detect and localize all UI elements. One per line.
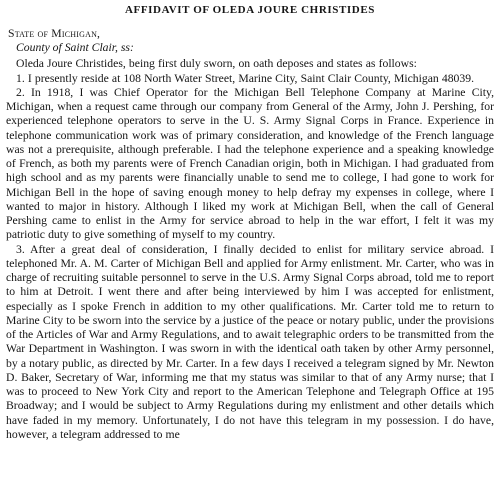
- venue-state: State of Michigan,: [8, 27, 101, 40]
- affidavit-body: [6, 57, 494, 442]
- paragraph-1: 1. I presently reside at 108 North Water Street, Marine City, Saint Clair County, Michigan 48039.: [16, 71, 474, 85]
- intro-paragraph: Oleda Joure Christides, being first duly sworn, on oath deposes and states as follows:: [16, 57, 417, 71]
- paragraph-2: 2. In 1918, I was Chief Operator for the Michigan Bell Telephone Company at Marine City, Michigan, when a request came through our company from General of the Army, John J. Pershing, for experienced telephone operators to serve in the U. S. Army Signal Corps in France. Experience in telephone communication work was of primary consideration, and knowledge of the French language was not a prerequisite, although preferable. I had the telephone experience and a speaking knowledge of French, as both my parents were of French Canadian origin, both in Michigan. I had graduated from high school and as my parents were financially unable to send me to college, I had gone to work for Michigan Bell in the hope of saving enough money to help defray my expenses in college, where I wanted to major in history. Although I liked my work at Michigan Bell, when the call of General Pershing came to enlist in the Army for service abroad to help in the war effort, I felt it was my patriotic duty to give something of myself to my country.: [6, 85, 494, 242]
- document-title: AFFIDAVIT OF OLEDA JOURE CHRISTIDES: [124, 4, 375, 16]
- paragraph-3: 3. After a great deal of consideration, I finally decided to enlist for military service abroad. I telephoned Mr. A. M. Carter of Michigan Bell and applied for Army enlistment. Mr. Carter, who was in charge of recruiting suitable personnel to serve in the U.S. Army Signal Corps abroad, told me to report to him at Detroit. I went there and after being interviewed by him I was accepted for enlistment, especially as I spoke French in addition to my other qualifications. Mr. Carter told me to return to Marine City to be sworn into the service by a justice of the peace or notary public, under the provisions of the Articles of War and Army Regulations, and to await telegraphic orders to be transmitted from the War Department in Washington. I was sworn in with the identical oath taken by other Army personnel, by a notary public, as directed by Mr. Carter. In a few days I received a telegram signed by Mr. Newton D. Baker, Secretary of War, informing me that my status was similar to that of any Army nurse; that I was to proceed to New York City and report to the American Telephone and Telegraph Office at 195 Broadway; and I would be subject to Army Regulations during my enlistment and other details which have faded in my memory. Unfortunately, I do not have this telegram in my possession. I do have, however, a telegram addressed to me: [6, 242, 494, 441]
- venue-block: [8, 27, 494, 55]
- affidavit-page: [6, 3, 494, 442]
- venue-county: County of Saint Clair, ss:: [16, 41, 134, 55]
